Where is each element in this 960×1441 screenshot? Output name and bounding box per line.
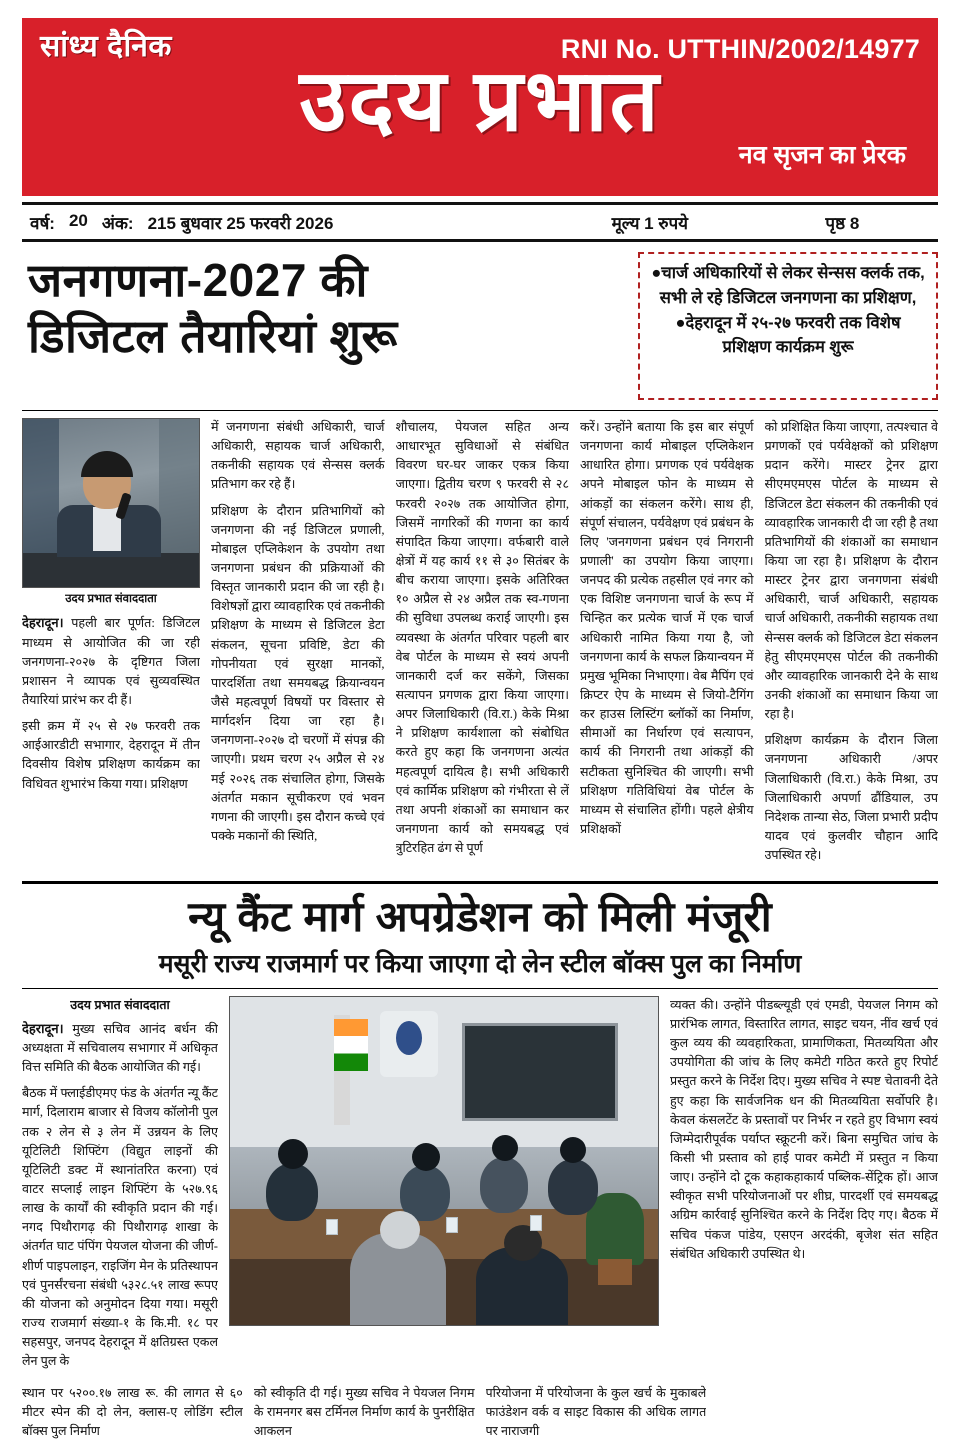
page-count: पृष्ठ 8 (825, 213, 860, 233)
water-glass-3 (530, 1215, 542, 1231)
person-head-1 (278, 1139, 308, 1169)
year-value: 20 (68, 210, 88, 230)
continuation-spacer (717, 1384, 938, 1441)
photo-credit: उदय प्रभात संवाददाता (65, 593, 157, 605)
lead-headline-row (22, 252, 938, 400)
second-story-continuation (22, 1384, 938, 1441)
second-story-byline: देहरादून। (22, 1020, 64, 1036)
lead-col4-para1: करें। उन्होंने बताया कि इस बार संपूर्ण जनगणना कार्य मोबाइल एप्लिकेशन आधारित होगा। प्रगणक एवं पर्यवेक्षक अपने मोबाइल फोन के माध्यम से आंकड़ों का संकलन करेंगे। साथ ही, संपूर्ण संचालन, पर्यवेक्षण एवं प्रबंधन के लिए 'जनगणना प्रबंधन एवं निगरानी प्रणाली' का उपयोग किया जाएगा। जनपद की प्रत्येक तहसील एवं नगर को एक विशिष्ट जनगणना चार्ज के रूप में चिन्हित कर प्रत्येक चार्ज में एक चार्ज अधिकारी नामित किया गया है, जो जनगणना कार्य के सफल क्रियान्वयन में प्रमुख भूमिका निभाएगा। वेब मैपिंग एवं क्रिप्टर ऐप के माध्यम से जियो-टैगिंग कर हाउस लिस्टिंग ब्लॉकों का निर्माण, सीमाओं का निर्धारण एवं सत्यापन, कार्य की निगरानी तथा आंकड़ों की सटीकता सुनिश्चित की जाएगी। सभी प्रशिक्षण गतिविधियां वेब पोर्टल के माध्यम से संचालित होंगी। पहले क्षेत्रीय प्रशिक्षकों (580, 420, 754, 836)
lead-col5-para1: को प्रशिक्षित किया जाएगा, तत्पश्चात वे प्रगणकों एवं पर्यवेक्षकों को प्रशिक्षण प्रदान करेंगे। मास्टर ट्रेनर द्वारा सीएमएमएस पोर्टल के माध्यम से डिजिटल डेटा संकलन की तकनीकी एवं व्यावहारिक जानकारी दी जा रही है तथा प्रतिभागियों की शंकाओं का समाधान किया जा रहा है। प्रशिक्षण के दौरान मास्टर ट्रेनर द्वारा जनगणना संबंधी अधिकारी, चार्ज अधिकारी, सहायक चार्ज अधिकारी, तकनीकी सहायक तथा सेन्सस क्लर्क को डिजिटल डेटा संकलन हेतु सीएमएमएस पोर्टल की तकनीकी और व्यावहारिक जानकारी देने के साथ उनकी शंकाओं का समाधान किया जा रहा है। (764, 420, 938, 722)
section-divider (22, 881, 938, 884)
second-story-column-left (22, 996, 218, 1379)
second-story-body (22, 996, 938, 1379)
lead-story-column-3 (396, 418, 570, 872)
masthead-tagline: नव सृजन का प्रेरक (738, 140, 906, 169)
meeting-hall-photo (229, 996, 659, 1326)
indian-flag-icon (334, 1015, 350, 1125)
projector-screen (462, 1023, 618, 1121)
continuation-right: परियोजना में परियोजना के कुल खर्च के मुकाबले फाउंडेशन वर्क व साइट विकास की अधिक लागत पर नाराजगी (485, 1386, 707, 1439)
continuation-left: स्थान पर ५२००.१७ लाख रू. की लागत से ६० मीटर स्पेन की दो लेन, क्लास-ए लोडिंग स्टील बॉक्स पुल निर्माण (22, 1386, 243, 1439)
person-head-4 (560, 1137, 586, 1163)
issue-label: अंक: (101, 213, 134, 233)
person-seated-4 (548, 1159, 598, 1215)
issue-info-bar (22, 202, 938, 242)
plant-pot (598, 1259, 632, 1285)
lead-headline (22, 252, 628, 400)
officer-photo (22, 418, 200, 588)
lead-story-body (22, 410, 938, 872)
photo-hair (81, 451, 133, 477)
lead-story-column-1 (22, 418, 200, 872)
second-story-photo-column (229, 996, 659, 1379)
water-glass-2 (446, 1217, 458, 1233)
person-seated-3 (480, 1157, 528, 1213)
issue-info-right (543, 211, 938, 234)
year-label: वर्ष: (30, 213, 55, 233)
second-story-left-para1: मुख्य सचिव आनंद बर्धन की अध्यक्षता में सचिवालय सभागार में अधिकृत वित्त समिति की बैठक आयोजित की गई। (22, 1021, 218, 1075)
lead-highlight-box: ●चार्ज अधिकारियों से लेकर सेन्सस क्लर्क तक, सभी ले रहे डिजिटल जनगणना का प्रशिक्षण, ●देहरादून में २५-२७ फरवरी तक विशेष प्रशिक्षण कार्यक्रम शुरू (638, 252, 938, 400)
person-head-foreground-1 (380, 1211, 420, 1249)
lead-col1-para2: इसी क्रम में २५ से २७ फरवरी तक आईआरडीटी सभागार, देहरादून में तीन दिवसीय विशेष प्रशिक्षण कार्यक्रम का विधिवत शुभारंभ किया गया। प्रशिक्षण (22, 719, 200, 791)
second-story-subheadline: मसूरी राज्य राजमार्ग पर किया जाएगा दो लेन स्टील बॉक्स पुल का निर्माण (158, 949, 802, 978)
lead-col1-para1: पहली बार पूर्णत: डिजिटल माध्यम से आयोजित की जा रही जनगणना-२०२७ के दृष्टिगत जिला प्रशासन ने व्यापक एवं सुव्यवस्थित तैयारियां प्रारंभ कर दी हैं। (22, 616, 200, 708)
person-head-2 (412, 1143, 440, 1171)
lead-col2-para1: में जनगणना संबंधी अधिकारी, चार्ज अधिकारी, सहायक चार्ज अधिकारी, तकनीकी सहायक एवं सेन्सस क्लर्क प्रतिभाग कर रहे हैं। (211, 420, 385, 492)
state-emblem-icon (380, 1011, 438, 1077)
second-story-column-right (670, 996, 938, 1379)
lead-story-column-4 (580, 418, 754, 872)
masthead-rni-number: RNI No. UTTHIN/2002/14977 (560, 34, 920, 64)
continuation-mid: को स्वीकृति दी गई। मुख्य सचिव ने पेयजल निगम के रामनगर बस टर्मिनल निर्माण कार्य के पुनरीक्षित आकलन (253, 1386, 475, 1439)
price-value: मूल्य 1 रुपये (611, 213, 689, 233)
lead-story-column-2 (211, 418, 385, 872)
lead-col2-para2: प्रशिक्षण के दौरान प्रतिभागियों को जनगणना की नई डिजिटल प्रणाली, मोबाइल एप्लिकेशन के उपयोग तथा जनगणना प्रबंधन की प्रक्रियाओं की विस्तृत जानकारी प्रदान की जा रही है। विशेषज्ञों द्वारा व्यावहारिक एवं तकनीकी प्रशिक्षण के माध्यम से डिजिटल डेटा संकलन, सूचना प्रविष्टि, डेटा की गोपनीयता एवं सुरक्षा मानकों, पारदर्शिता तथा समयबद्ध क्रियान्वयन जैसे महत्वपूर्ण विषयों पर विस्तार से मार्गदर्शन दिया जा रहा है। जनगणना-२०२७ दो चरणों में संपन्न की जाएगी। प्रथम चरण २५ अप्रैल से २४ मई २०२६ तक संचालित होगा, जिसके अंतर्गत मकान सूचीकरण एवं भवन गणना की जाएगी। इस दौरान कच्चे एवं पक्के मकानों की स्थिति, (211, 503, 385, 843)
lead-headline-line1: जनगणना-2027 की (28, 254, 368, 306)
lead-byline: देहरादून। (22, 615, 64, 631)
photo-background-left (23, 419, 59, 555)
masthead-sandhya-daily: सांध्य दैनिक (40, 30, 172, 63)
issue-info-left (22, 211, 543, 234)
lead-story-column-5 (765, 418, 939, 872)
masthead-title: उदय प्रभात (299, 53, 661, 149)
issue-value: 215 बुधवार 25 फरवरी 2026 (147, 213, 334, 233)
second-story-left-para2: बैठक में फ्लाईडीएमए फंड के अंतर्गत न्यू कैंट मार्ग, दिलाराम बाजार से विजय कॉलोनी पुल तक २ लेन से ३ लेन में उन्नयन के लिए यूटिलिटी शिफ्टिंग (विद्युत लाइनों की यूटिलिटी डक्ट में स्थानांतरित करना) एवं वाटर सप्लाई लाइन शिफ्टिंग के ५२७.९६ लाख के कार्यों की स्वीकृति प्रदान की गई। नगद पिथौरागढ़ की पिथौरागढ़ शाखा के अंतर्गत घाट पंपिंग पेयजल योजना की जीर्ण-शीर्ण पाइपलाइन, राइजिंग मेन के प्रतिस्थापन एवं पुनर्संरचना संबंधी ५३२८.५१ लाख रूपए की योजना को अनुमोदन दिया गया। मसूरी राज्य राजमार्ग संख्या-१ के कि.मी. १८ पर सहसपुर, जनपद देहरादून में क्षतिग्रस्त एकल लेन पुल के (22, 1086, 218, 1369)
photo-desk (23, 553, 199, 587)
lead-col5-para2: प्रशिक्षण कार्यक्रम के दौरान जिला जनगणना अधिकारी /अपर जिलाधिकारी (वि.रा.) केके मिश्रा, उप जिलाधिकारी अपर्णा ढौंडियाल, उप निदेशक तान्या सेठ, जिला प्रभारी प्रदीप यादव एवं कुलवीर चौहान आदि उपस्थित रहे। (764, 733, 938, 863)
lead-col3-para1: शौचालय, पेयजल सहित अन्य आधारभूत सुविधाओं से संबंधित विवरण घर-घर जाकर एकत्र किया जाएगा। द्वितीय चरण ९ फरवरी से २८ फरवरी २०२७ तक आयोजित होगा, जिसमें नागरिकों की गणना का कार्य संपादित किया जाएगा। वर्फबारी वाले क्षेत्रों में यह कार्य ११ से ३० सितंबर के बीच कराया जाएगा। इसके अतिरिक्त १० अप्रैल से २४ अप्रैल तक स्व-गणना की सुविधा उपलब्ध कराई जाएगी। इस व्यवस्था के अंतर्गत परिवार पहली बार वेब पोर्टल के माध्यम से स्वयं अपनी जानकारी दर्ज कर सकेंगे, जिसका सत्यापन प्रगणक द्वारा किया जाएगा। अपर जिलाधिकारी (वि.रा.) केके मिश्रा ने प्रशिक्षण कार्यशाला को संबोधित करते हुए कहा कि जनगणना अत्यंत महत्वपूर्ण दायित्व है। सभी अधिकारी एवं कार्मिक प्रशिक्षण को गंभीरता से लें तथा अपनी शंकाओं का समाधान कर जनगणना कार्य को समयबद्ध एवं त्रुटिरहित ढंग से पूर्ण (395, 420, 569, 856)
second-story-headline: न्यू कैंट मार्ग अपग्रेडेशन को मिली मंजूरी (188, 893, 772, 941)
second-story-right-para1: व्यक्त की। उन्होंने पीडब्ल्यूडी एवं एमडी, पेयजल निगम को प्रारंभिक लागत, विस्तारित लागत, साइट चयन, नींव खर्च एवं कुल व्यय की व्यवहारिकता, प्रामाणिकता, मितव्ययिता और उपयोगिता की जांच के लिए कमेटी गठित करते हुए रिपोर्ट प्रस्तुत करने के निर्देश दिए। मुख्य सचिव ने स्पष्ट चेतावनी देते हुए कहा कि सार्वजनिक धन की मितव्ययिता सर्वोपरि है। केवल कंसलटेंट के प्रस्तावों पर निर्भर न रहते हुए विभाग स्वयं जिम्मेदारीपूर्वक पर्याप्त स्क्रूटनी करें। बिना समुचित जांच के किसी भी प्रस्ताव को हाई पावर कमेटी में प्रस्तुत न किया जाए। उन्होंने दो टूक कहाकहाकार्य पब्लिक-सेंट्रिक हों। आज स्वीकृत सभी परियोजनाओं पर शीघ्र, पारदर्शी एवं समयबद्ध अग्रिम कार्रवाई सुनिश्चित करने के निर्देश दिए गए। बैठक में सचिव पंकज पांडेय, एसएन अरदंकी, बृजेश संत सहित संबंधित अधिकारी उपस्थित थे। (670, 997, 938, 1261)
water-glass-1 (326, 1219, 338, 1235)
second-story-divider (22, 988, 938, 989)
photo-background-right (159, 419, 199, 555)
person-head-3 (492, 1135, 518, 1161)
lead-headline-line2: डिजिटल तैयारियां शुरू (28, 310, 398, 363)
masthead (22, 18, 938, 196)
person-seated-1 (266, 1163, 318, 1221)
second-story-credit: उदय प्रभात संवाददाता (70, 997, 170, 1012)
